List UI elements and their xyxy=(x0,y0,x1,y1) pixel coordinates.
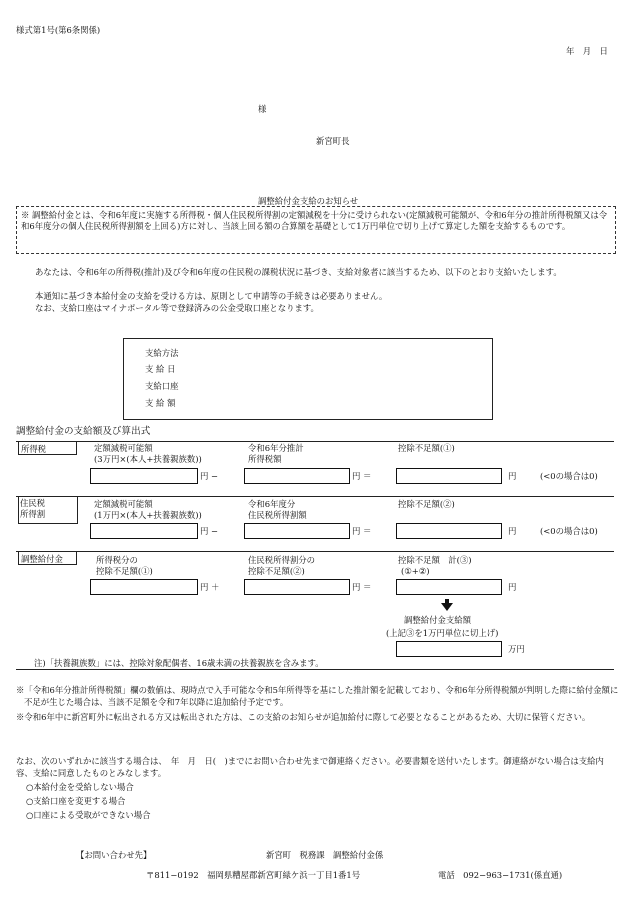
zero-floor-note: (<0の場合は0) xyxy=(540,526,598,536)
shortfall-2-field xyxy=(244,579,350,595)
payment-method-label: 支給方法 xyxy=(145,348,179,358)
contact-address: 〒811−0192 福岡県糟屋郡新宮町緑ケ浜一丁目1番1号 xyxy=(146,870,361,880)
estimated-income-tax-field xyxy=(244,468,350,484)
divider xyxy=(16,551,614,552)
deduction-capacity-label: 定額減税可能額 (1万円×(本人+扶養親族数)) xyxy=(94,499,202,520)
income-tax-shortfall-label: 所得税分の 控除不足額(①) xyxy=(96,555,153,576)
page-title: 調整給付金支給のお知らせ xyxy=(258,196,359,206)
intro-paragraph-2: 本通知に基づき本給付金の支給を受ける方は、原則として申請等の手続きは必要ありません。 xyxy=(35,291,388,301)
contact-request: なお、次のいずれかに該当する場合は、 年 月 日( )までにお問い合わせ先まで御連絡ください。必要書類を送付いたします。御連絡がない場合は支給内容、支給に同意したものとみなします。 xyxy=(16,756,604,779)
shortfall-1-field xyxy=(90,579,198,595)
contact-phone: 電話 092−963−1731(係直通) xyxy=(438,870,563,880)
deduction-shortfall-2-field xyxy=(396,523,502,539)
option-no-account: ○口座による受取ができない場合 xyxy=(26,810,151,820)
resident-tax-amount-label: 令和6年度分 住民税所得割額 xyxy=(248,499,307,520)
deduction-capacity-label: 定額減税可能額 (3万円×(本人+扶養親族数)) xyxy=(94,443,202,464)
down-arrow-head-icon xyxy=(441,603,453,611)
yen-plus: 円 ＋ xyxy=(200,582,220,592)
benefit-amount-label: 調整給付金支給額 xyxy=(404,615,471,625)
yen-equals: 円 ＝ xyxy=(352,526,372,536)
resident-tax-label: 住民税 所得割 xyxy=(20,498,46,520)
intro-paragraph-1: あなたは、令和6年の所得税(推計)及び令和6年度の住民税の課税状況に基づき、支給対象者に該当するため、以下のとおり支給いたします。 xyxy=(35,267,562,277)
total-shortfall-field xyxy=(396,579,502,595)
explanation-text: ※ 調整給付金とは、令和6年度に実施する所得税・個人住民税所得割の定額減税を十分に受けられない(定額減税可能額が、令和6年分の推計所得税額又は令和6年度分の個人住民税所得割額を上回る)方に対し、当該上回る額の合算額を基礎として1万円単位で切り上げて算定した額を支給するものです。 xyxy=(21,210,608,232)
income-tax-deduction-capacity-field xyxy=(90,468,198,484)
total-shortfall-label: 控除不足額 計(③) (①+②) xyxy=(398,555,472,576)
divider xyxy=(16,441,614,442)
divider xyxy=(16,669,614,670)
yen-unit: 円 xyxy=(508,526,517,536)
yen-unit: 円 xyxy=(508,471,517,481)
yen-minus: 円 − xyxy=(200,526,219,536)
form-number: 様式第1号(第6条関係) xyxy=(16,25,101,35)
estimated-income-tax-label: 令和6年分推計 所得税額 xyxy=(248,443,304,464)
deduction-shortfall-1-field xyxy=(396,468,502,484)
addressee-suffix: 様 xyxy=(258,104,267,114)
yen-unit: 円 xyxy=(508,582,517,592)
adjustment-benefit-label: 調整給付金 xyxy=(18,551,77,565)
income-tax-label: 所得税 xyxy=(18,441,77,455)
yen-equals: 円 ＝ xyxy=(352,582,372,592)
benefit-amount-field xyxy=(396,641,502,657)
calc-heading: 調整給付金の支給額及び算出式 xyxy=(16,426,151,437)
resident-deduction-capacity-field xyxy=(90,523,198,539)
round-up-note: (上記③を1万円単位に切上げ) xyxy=(386,628,499,638)
resident-tax-amount-field xyxy=(244,523,350,539)
yen-equals: 円 ＝ xyxy=(352,471,372,481)
contact-label: 【お問い合わせ先】 xyxy=(76,850,152,860)
man-yen-unit: 万円 xyxy=(508,644,525,654)
dependents-footnote: 注)「扶養親族数」には、控除対象配偶者、16歳未満の扶養親族を含みます。 xyxy=(34,658,324,668)
option-decline: ○本給付金を受給しない場合 xyxy=(26,782,134,792)
relocation-note: ※令和6年中に新宮町外に転出される方又は転出された方は、この支給のお知らせが追加給付に際して必要となることがあるため、大切に保管ください。 xyxy=(16,712,591,722)
contact-department: 新宮町 税務課 調整給付金係 xyxy=(266,850,384,860)
divider xyxy=(16,496,614,497)
deduction-shortfall-2-label: 控除不足額(②) xyxy=(398,499,455,509)
sender-name: 新宮町長 xyxy=(316,136,350,146)
zero-floor-note: (<0の場合は0) xyxy=(540,471,598,481)
payment-date-label: 支 給 日 xyxy=(145,364,176,374)
option-change-account: ○支給口座を変更する場合 xyxy=(26,796,126,806)
intro-paragraph-3: なお、支給口座はマイナポータル等で登録済みの公金受取口座となります。 xyxy=(35,303,319,313)
resident-tax-shortfall-label: 住民税所得割分の 控除不足額(②) xyxy=(248,555,315,576)
resident-tax-label-box xyxy=(18,497,78,524)
yen-minus: 円 − xyxy=(200,471,219,481)
payment-account-label: 支給口座 xyxy=(145,381,179,391)
payment-amount-label: 支 給 額 xyxy=(145,398,176,408)
issue-date: 年 月 日 xyxy=(566,46,608,56)
estimate-note: ※「令和6年分推計所得税額」欄の数値は、現時点で入手可能な令和5年所得等を基にした推計額を記載しており、令和6年分所得税額が判明した際に給付金額に不足が生じた場合は、当該不足額を令和7年以降に追加給付予定です。 xyxy=(16,685,619,708)
deduction-shortfall-1-label: 控除不足額(①) xyxy=(398,443,455,453)
